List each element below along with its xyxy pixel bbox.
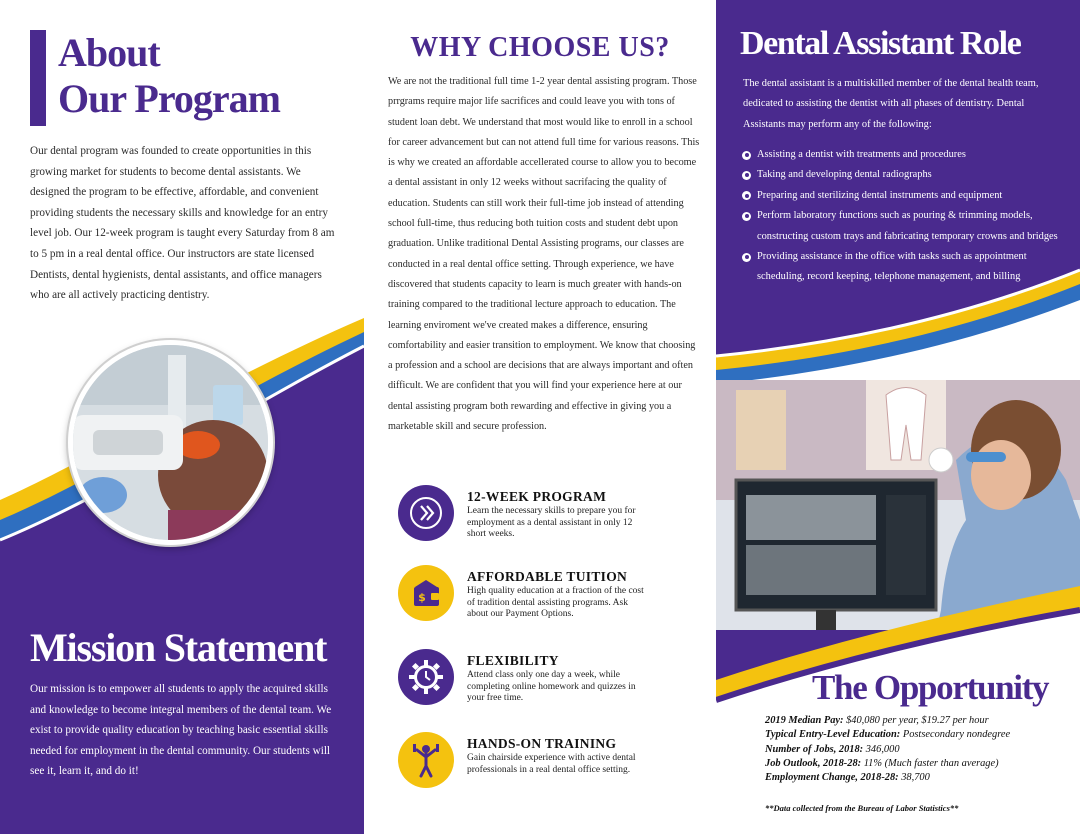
dental-xray-photo xyxy=(68,340,273,545)
feature-desc: High quality education at a fraction of the cost of tradition dental assisting programs. Ask about our Payment Options. xyxy=(467,586,644,619)
feature-title: HANDS-ON TRAINING xyxy=(467,736,617,751)
feature-title: AFFORDABLE TUITION xyxy=(467,569,628,584)
gear-clock-icon xyxy=(398,649,454,705)
bullet-icon xyxy=(742,253,751,262)
source-note: **Data collected from the Bureau of Labor Statistics** xyxy=(765,803,959,813)
feature-desc: Attend class only one day a week, while completing online homework and quizzes in your free time. xyxy=(467,670,636,703)
list-item: Assisting a dentist with treatments and procedures xyxy=(742,145,1064,165)
why-panel xyxy=(364,0,716,834)
mission-body: Our mission is to empower all students to apply the acquired skills and knowledge to become integral members of the dental team. We exist to provide quality education by teaching basic essential skills needed for employment in the dental community. Our students will see it, learn it, and do it! xyxy=(30,683,332,778)
role-intro: The dental assistant is a multiskilled member of the dental health team, dedicated to assisting the dentist with all phases of dentistry. Dental Assistants may perform any of the following: xyxy=(743,78,1039,130)
about-panel xyxy=(0,0,364,834)
person-tools-icon xyxy=(398,732,454,788)
stat-row: Employment Change, 2018-28: 38,700 xyxy=(765,772,930,784)
why-body: We are not the traditional full time 1-2 year dental assisting program. Those prrgrams require major life sacrifices and could leave you with tons of student loan debt. We understand that most would like to enroll in a school for career advancement but can not attend full time for various reasons. This is why we created an affordable accellerated course to allow you to become a dental assistant in only 12 weeks without sacrifacing the quality of education. Students can still work their full-time job instead of attending school full-time, thus reducing both tuition costs and student debt upon graduation. Unlike traditional Dental Assisting programs, our classes are conducted in a real dental office setting. Through experience, we have discovered that students capacity to learn is much greater with hands-on training compared to the traditional lecture approach to education. The learning enviroment we've created makes a difference, ensuring comfortability and easier transition to employment. We know that choosing a profession and a school are decisions that are always important and often difficult. We are confident that you will find your experience here at our dental assisting program both rewarding and effective in giving you a marketable skill and secure profession. xyxy=(388,76,700,433)
feature-desc: Learn the necessary skills to prepare you for employment as a dental assistant in only 12 short weeks. xyxy=(467,506,636,539)
stat-row: Typical Entry-Level Education: Postsecondary nondegree xyxy=(765,729,1011,741)
role-duties-list xyxy=(742,145,1064,288)
list-item: Preparing and sterilizing dental instruments and equipment xyxy=(742,186,1064,206)
list-item: Taking and developing dental radiographs xyxy=(742,165,1064,185)
feature-title: FLEXIBILITY xyxy=(467,653,559,668)
svg-text:$: $ xyxy=(418,591,426,604)
list-item: Perform laboratory functions such as pouring & trimming models, constructing custom trays and fabricating temporary crowns and bridges xyxy=(742,206,1064,247)
stat-row: 2019 Median Pay: $40,080 per year, $19.27 per hour xyxy=(765,715,989,726)
feature-flexibility xyxy=(364,649,716,719)
feature-title: 12-WEEK PROGRAM xyxy=(467,489,607,504)
feature-affordable xyxy=(364,565,716,635)
double-chevron-icon xyxy=(398,485,454,541)
about-title: About Our Program xyxy=(58,30,280,121)
bullet-icon xyxy=(742,151,751,160)
opportunity-title: The Opportunity xyxy=(812,668,1049,707)
opportunity-stats xyxy=(765,714,1010,785)
bullet-icon xyxy=(742,171,751,180)
list-item: Providing assistance in the office with tasks such as appointment scheduling, record keeping, telephone management, and billing xyxy=(742,247,1064,288)
stat-row: Number of Jobs, 2018: 346,000 xyxy=(765,743,900,755)
mission-title: Mission Statement xyxy=(30,625,327,670)
stat-row: Job Outlook, 2018-28: 11% (Much faster than average) xyxy=(765,757,999,769)
bullet-icon xyxy=(742,191,751,200)
role-panel xyxy=(716,0,1080,834)
why-title: WHY CHOOSE US? xyxy=(410,32,670,63)
feature-hands-on xyxy=(364,732,716,802)
feature-12-week xyxy=(364,485,716,555)
feature-desc: Gain chairside experience with active dental professionals in a real dental office setting. xyxy=(467,753,636,775)
title-accent-bar xyxy=(30,30,46,126)
role-title: Dental Assistant Role xyxy=(740,25,1021,62)
wallet-icon xyxy=(398,565,454,621)
bullet-icon xyxy=(742,212,751,221)
about-body: Our dental program was founded to create opportunities in this growing market for students to become dental assistants. We designed the program to be effective, affordable, and convenient providing students the necessary skills and knowledge for an entry level job. Our 12-week program is taught every Saturday from 8 am to 5 pm in a real dental office. Our instructors are state licensed Dentists, dental hygienists, dental assistants, and office managers who are all actively practicing dentistry. xyxy=(30,145,335,302)
